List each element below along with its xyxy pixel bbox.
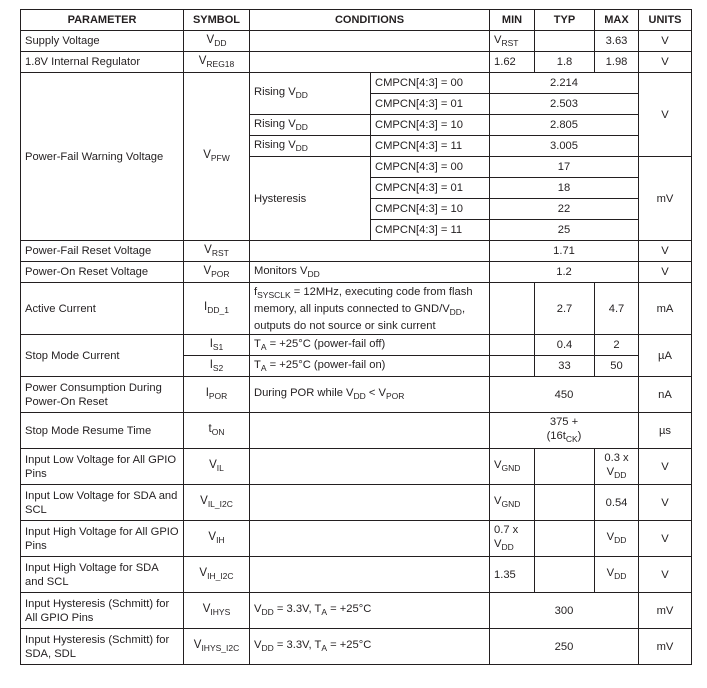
param-cell: Input Hysteresis (Schmitt) for SDA, SDL (21, 629, 184, 665)
table-row (21, 377, 692, 413)
units-cell: V (639, 31, 692, 52)
symbol-cell: $V_{IH}$ (184, 521, 250, 557)
table-row (21, 521, 692, 557)
symbol-cell: $V_{REG18}$ (184, 52, 250, 73)
symbol-cell: $V_{IL\_I2C}$ (184, 485, 250, 521)
max-cell: 4.7 (595, 283, 639, 335)
param-cell: Input High Voltage for SDA and SCL (21, 557, 184, 593)
conditions-cell (250, 31, 490, 52)
condition-cmpcn: CMPCN[4:3] = 00 (371, 157, 490, 178)
typ-cell: 1.71 (490, 241, 639, 262)
min-cell: 0.7 x $V_{DD}$ (490, 521, 535, 557)
typ-cell: 2.503 (490, 94, 639, 115)
condition-cmpcn: CMPCN[4:3] = 01 (371, 94, 490, 115)
typ-cell (535, 449, 595, 485)
conditions-cell: Monitors $V_{DD}$ (250, 262, 490, 283)
units-cell: V (639, 241, 692, 262)
table-row (21, 73, 692, 94)
table-row (21, 557, 692, 593)
table-header-row (21, 10, 692, 31)
typ-cell: 2.7 (535, 283, 595, 335)
table-row (21, 413, 692, 449)
typ-cell: 22 (490, 199, 639, 220)
symbol-cell: $V_{IL}$ (184, 449, 250, 485)
units-cell: mV (639, 629, 692, 665)
condition-cmpcn: CMPCN[4:3] = 10 (371, 115, 490, 136)
condition-rising: Rising $V_{DD}$ (250, 115, 371, 136)
symbol-cell: $V_{IH\_I2C}$ (184, 557, 250, 593)
units-cell: nA (639, 377, 692, 413)
param-cell: Power-Fail Warning Voltage (21, 73, 184, 241)
conditions-cell (250, 241, 490, 262)
min-cell (490, 335, 535, 356)
units-cell: V (639, 73, 692, 157)
typ-cell: 2.805 (490, 115, 639, 136)
electrical-characteristics-table (20, 9, 692, 665)
conditions-cell: $T_A = +25^\circ C$ (power-fail on) (250, 356, 490, 377)
max-cell: 50 (595, 356, 639, 377)
max-cell: 0.54 (595, 485, 639, 521)
typ-cell: 250 (490, 629, 639, 665)
units-cell: mV (639, 157, 692, 241)
conditions-cell: $V_{DD} = 3.3V$, $T_A = +25^\circ C$ (250, 593, 490, 629)
param-cell: Input Low Voltage for All GPIO Pins (21, 449, 184, 485)
table-row (21, 593, 692, 629)
min-cell (490, 283, 535, 335)
condition-rising: Rising $V_{DD}$ (250, 136, 371, 157)
symbol-cell: $V_{DD}$ (184, 31, 250, 52)
units-cell: µs (639, 413, 692, 449)
min-cell: $V_{GND}$ (490, 485, 535, 521)
units-cell: V (639, 52, 692, 73)
param-cell: Supply Voltage (21, 31, 184, 52)
table-row (21, 449, 692, 485)
min-cell: $V_{GND}$ (490, 449, 535, 485)
header-min: MIN (490, 10, 535, 31)
typ-cell: 18 (490, 178, 639, 199)
param-cell: Power-On Reset Voltage (21, 262, 184, 283)
conditions-cell (250, 557, 490, 593)
param-cell: Power-Fail Reset Voltage (21, 241, 184, 262)
symbol-cell: $V_{PFW}$ (184, 73, 250, 241)
typ-cell: 1.2 (490, 262, 639, 283)
table-row (21, 52, 692, 73)
max-cell: 3.63 (595, 31, 639, 52)
max-cell: 1.98 (595, 52, 639, 73)
symbol-cell: $I_{S1}$ (184, 335, 250, 356)
table-row (21, 335, 692, 356)
symbol-cell: $I_{S2}$ (184, 356, 250, 377)
typ-cell (535, 557, 595, 593)
condition-cmpcn: CMPCN[4:3] = 11 (371, 220, 490, 241)
condition-cmpcn: CMPCN[4:3] = 01 (371, 178, 490, 199)
typ-cell (535, 485, 595, 521)
param-cell: Active Current (21, 283, 184, 335)
max-cell: $V_{DD}$ (595, 521, 639, 557)
units-cell: V (639, 557, 692, 593)
typ-cell: 3.005 (490, 136, 639, 157)
typ-cell (535, 521, 595, 557)
param-cell: Power Consumption During Power-On Reset (21, 377, 184, 413)
symbol-cell: $V_{IHYS\_I2C}$ (184, 629, 250, 665)
typ-cell: 33 (535, 356, 595, 377)
units-cell: V (639, 521, 692, 557)
typ-cell: 2.214 (490, 73, 639, 94)
max-cell: $V_{DD}$ (595, 557, 639, 593)
symbol-cell: $V_{RST}$ (184, 241, 250, 262)
param-cell: 1.8V Internal Regulator (21, 52, 184, 73)
units-cell: V (639, 485, 692, 521)
symbol-cell: $V_{POR}$ (184, 262, 250, 283)
param-cell: Stop Mode Current (21, 335, 184, 377)
param-cell: Input Low Voltage for SDA and SCL (21, 485, 184, 521)
header-units: UNITS (639, 10, 692, 31)
units-cell: V (639, 449, 692, 485)
typ-cell: 300 (490, 593, 639, 629)
table-row (21, 485, 692, 521)
condition-hysteresis: Hysteresis (250, 157, 371, 241)
symbol-cell: $t_{ON}$ (184, 413, 250, 449)
units-cell: mV (639, 593, 692, 629)
condition-cmpcn: CMPCN[4:3] = 11 (371, 136, 490, 157)
conditions-cell (250, 521, 490, 557)
symbol-cell: $I_{DD\_1}$ (184, 283, 250, 335)
min-cell: $V_{RST}$ (490, 31, 535, 52)
condition-rising: Rising $V_{DD}$ (250, 73, 371, 115)
typ-cell: 17 (490, 157, 639, 178)
condition-cmpcn: CMPCN[4:3] = 00 (371, 73, 490, 94)
table-row (21, 629, 692, 665)
conditions-cell: $f_{SYSCLK} = 12MHz$, executing code from flash memory, all inputs connected to GND/$V_{DD}$, outputs do not source or sink current (250, 283, 490, 335)
symbol-cell: $I_{POR}$ (184, 377, 250, 413)
conditions-cell: $V_{DD} = 3.3V$, $T_A = +25^\circ C$ (250, 629, 490, 665)
conditions-cell (250, 52, 490, 73)
param-cell: Stop Mode Resume Time (21, 413, 184, 449)
typ-cell: 450 (490, 377, 639, 413)
conditions-cell (250, 413, 490, 449)
max-cell: 2 (595, 335, 639, 356)
typ-cell: 0.4 (535, 335, 595, 356)
header-parameter: PARAMETER (21, 10, 184, 31)
table-row (21, 262, 692, 283)
min-cell: 1.62 (490, 52, 535, 73)
conditions-cell: During POR while $V_{DD} < V_{POR}$ (250, 377, 490, 413)
typ-cell: 25 (490, 220, 639, 241)
units-cell: mA (639, 283, 692, 335)
units-cell: µA (639, 335, 692, 377)
symbol-cell: $V_{IHYS}$ (184, 593, 250, 629)
conditions-cell (250, 449, 490, 485)
table-row (21, 241, 692, 262)
header-symbol: SYMBOL (184, 10, 250, 31)
typ-cell: 1.8 (535, 52, 595, 73)
table-row (21, 283, 692, 335)
conditions-cell: $T_A = +25^\circ C$ (power-fail off) (250, 335, 490, 356)
header-typ: TYP (535, 10, 595, 31)
header-max: MAX (595, 10, 639, 31)
conditions-cell (250, 485, 490, 521)
min-cell: 1.35 (490, 557, 535, 593)
condition-cmpcn: CMPCN[4:3] = 10 (371, 199, 490, 220)
typ-cell: 375 + $(16t_{CK})$ (490, 413, 639, 449)
header-conditions: CONDITIONS (250, 10, 490, 31)
param-cell: Input Hysteresis (Schmitt) for All GPIO Pins (21, 593, 184, 629)
max-cell: 0.3 x $V_{DD}$ (595, 449, 639, 485)
table-row (21, 31, 692, 52)
min-cell (490, 356, 535, 377)
units-cell: V (639, 262, 692, 283)
typ-cell (535, 31, 595, 52)
param-cell: Input High Voltage for All GPIO Pins (21, 521, 184, 557)
